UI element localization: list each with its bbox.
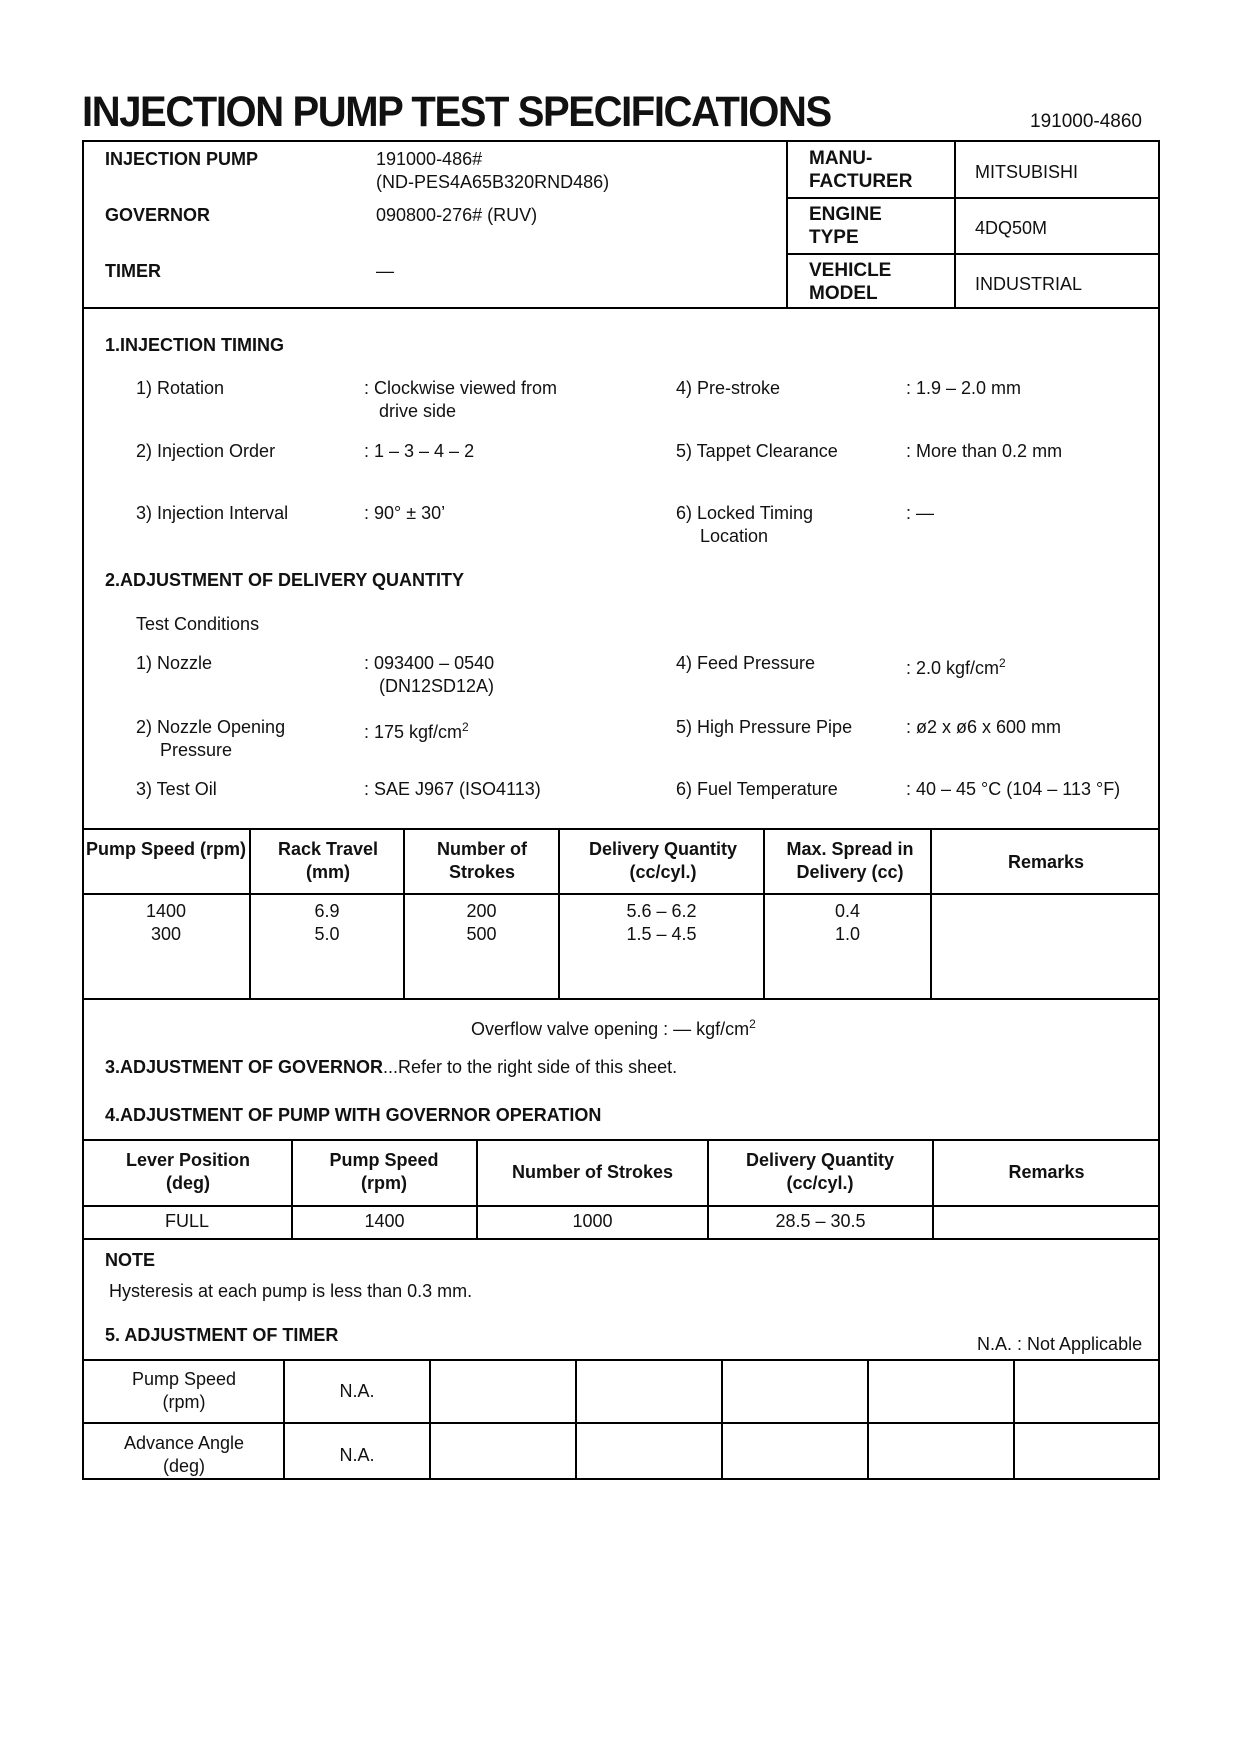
cell-max-spread: 1.0 [834,924,861,944]
column-header-number-of-strokes: Number of Strokes [511,1162,674,1182]
test-conditions-label: Test Conditions [136,614,260,634]
divider [575,1359,577,1479]
vehicle-model-label-2: MODEL [809,283,878,304]
fuel-temperature-label: 6) Fuel Temperature [676,779,838,799]
manufacturer-value: MITSUBISHI [975,162,1079,182]
section-2-title: 2.ADJUSTMENT OF DELIVERY QUANTITY [105,570,465,590]
column-header-delivery-quantity: Delivery Quantity (cc/cyl.) [745,1150,895,1193]
column-header-max-spread: Max. Spread in Delivery (cc) [786,839,914,882]
divider [82,1359,1160,1361]
test-oil-value: : SAE J967 (ISO4113) [364,779,541,799]
prestroke-value: : 1.9 – 2.0 mm [906,378,1022,398]
locked-timing-value: : — [906,503,935,523]
column-header-remarks: Remarks [1007,852,1085,872]
vehicle-model-value: INDUSTRIAL [975,274,1083,294]
timer-pump-speed-label: Pump Speed (rpm) [131,1369,237,1412]
injection-pump-label: INJECTION PUMP [105,149,259,169]
engine-type-value: 4DQ50M [975,218,1048,238]
document-number: 191000-4860 [1030,111,1142,132]
high-pressure-pipe-value: : ø2 x ø6 x 600 mm [906,717,1062,737]
column-header-remarks: Remarks [1008,1162,1085,1182]
tappet-clearance-value: : More than 0.2 mm [906,441,1063,461]
manufacturer-label: MANU- [809,148,873,169]
vehicle-model-label: VEHICLE [809,260,892,281]
engine-type-label-2: TYPE [809,227,859,248]
injection-interval-value: : 90° ± 30’ [364,503,446,523]
divider [867,1359,869,1479]
note-title: NOTE [105,1250,156,1270]
manufacturer-label-2: FACTURER [809,171,913,192]
section-5-title: 5. ADJUSTMENT OF TIMER [105,1325,339,1345]
divider [786,140,788,308]
divider [82,893,1160,895]
timer-pump-speed-value: N.A. [339,1381,375,1401]
cell-rack-travel: 6.9 [314,901,340,921]
cell-number-of-strokes: 1000 [572,1211,613,1231]
cell-max-spread: 0.4 [834,901,861,921]
cell-lever-position: FULL [164,1211,209,1231]
divider [82,998,1160,1000]
column-header-pump-speed: Pump Speed (rpm) [329,1150,439,1193]
timer-value: — [376,261,394,281]
divider [82,307,1160,309]
column-header-number-of-strokes: Number of Strokes [437,839,527,882]
governor-value: 090800-276# (RUV) [376,205,538,225]
column-header-rack-travel: Rack Travel (mm) [277,839,379,882]
column-header-lever-position: Lever Position (deg) [125,1150,251,1193]
nozzle-value: : 093400 – 0540 [364,653,495,673]
cell-delivery-quantity: 1.5 – 4.5 [626,924,697,944]
column-header-delivery-quantity: Delivery Quantity (cc/cyl.) [588,839,738,882]
cell-delivery-quantity: 5.6 – 6.2 [626,901,697,921]
rotation-value-2: drive side [379,401,457,421]
injection-interval-label: 3) Injection Interval [136,503,289,523]
nozzle-opening-pressure-label-2: Pressure [160,740,233,760]
divider [82,828,1160,830]
rotation-label: 1) Rotation [136,378,225,398]
high-pressure-pipe-label: 5) High Pressure Pipe [676,717,853,737]
fuel-temperature-value: : 40 – 45 °C (104 – 113 °F) [906,779,1121,799]
engine-type-label: ENGINE [809,204,882,225]
na-legend: N.A. : Not Applicable [977,1334,1143,1354]
divider [721,1359,723,1479]
cell-rack-travel: 5.0 [314,924,340,944]
page-title: INJECTION PUMP TEST SPECIFICATIONS [82,88,831,136]
nozzle-label: 1) Nozzle [136,653,213,673]
divider [1013,1359,1015,1479]
note-text: Hysteresis at each pump is less than 0.3 mm. [109,1281,473,1301]
locked-timing-label-2: Location [700,526,769,546]
injection-order-value: : 1 – 3 – 4 – 2 [364,441,475,461]
injection-pump-value: 191000-486# [376,149,483,169]
timer-advance-angle-value: N.A. [339,1445,375,1465]
timer-label: TIMER [105,261,161,281]
cell-number-of-strokes: 500 [466,924,497,944]
divider [82,1205,1160,1207]
divider [82,1422,1160,1424]
cell-pump-speed: 1400 [145,901,187,921]
section-3-title: 3.ADJUSTMENT OF GOVERNOR...Refer to the right side of this sheet. [105,1057,678,1077]
nozzle-opening-pressure-label: 2) Nozzle Opening [136,717,286,737]
divider [82,1139,1160,1141]
divider [82,1238,1160,1240]
cell-delivery-quantity: 28.5 – 30.5 [775,1211,866,1231]
timer-advance-angle-label: Advance Angle (deg) [123,1433,245,1476]
injection-order-label: 2) Injection Order [136,441,276,461]
injection-pump-model: (ND-PES4A65B320RND486) [376,172,610,192]
feed-pressure-value: : 2.0 kgf/$cm^2$ [906,656,1006,678]
overflow-valve-opening: Overflow valve opening : — kgf/$cm^2$ [471,1017,756,1039]
cell-pump-speed: 300 [150,924,182,944]
tappet-clearance-label: 5) Tappet Clearance [676,441,838,461]
rotation-value: : Clockwise viewed from [364,378,558,398]
cell-pump-speed: 1400 [364,1211,405,1231]
prestroke-label: 4) Pre-stroke [676,378,781,398]
divider [786,253,1160,255]
locked-timing-label: 6) Locked Timing [676,503,814,523]
section-4-title: 4.ADJUSTMENT OF PUMP WITH GOVERNOR OPERATION [105,1105,602,1125]
governor-label: GOVERNOR [105,205,211,225]
divider [954,140,956,308]
nozzle-opening-pressure-value: : 175 kgf/$cm^2$ [364,720,469,742]
nozzle-value-2: (DN12SD12A) [379,676,495,696]
section-1-title: 1.INJECTION TIMING [105,335,285,355]
feed-pressure-label: 4) Feed Pressure [676,653,816,673]
column-header-pump-speed: Pump Speed (rpm) [85,839,246,859]
divider [786,197,1160,199]
test-oil-label: 3) Test Oil [136,779,217,799]
cell-number-of-strokes: 200 [466,901,497,921]
